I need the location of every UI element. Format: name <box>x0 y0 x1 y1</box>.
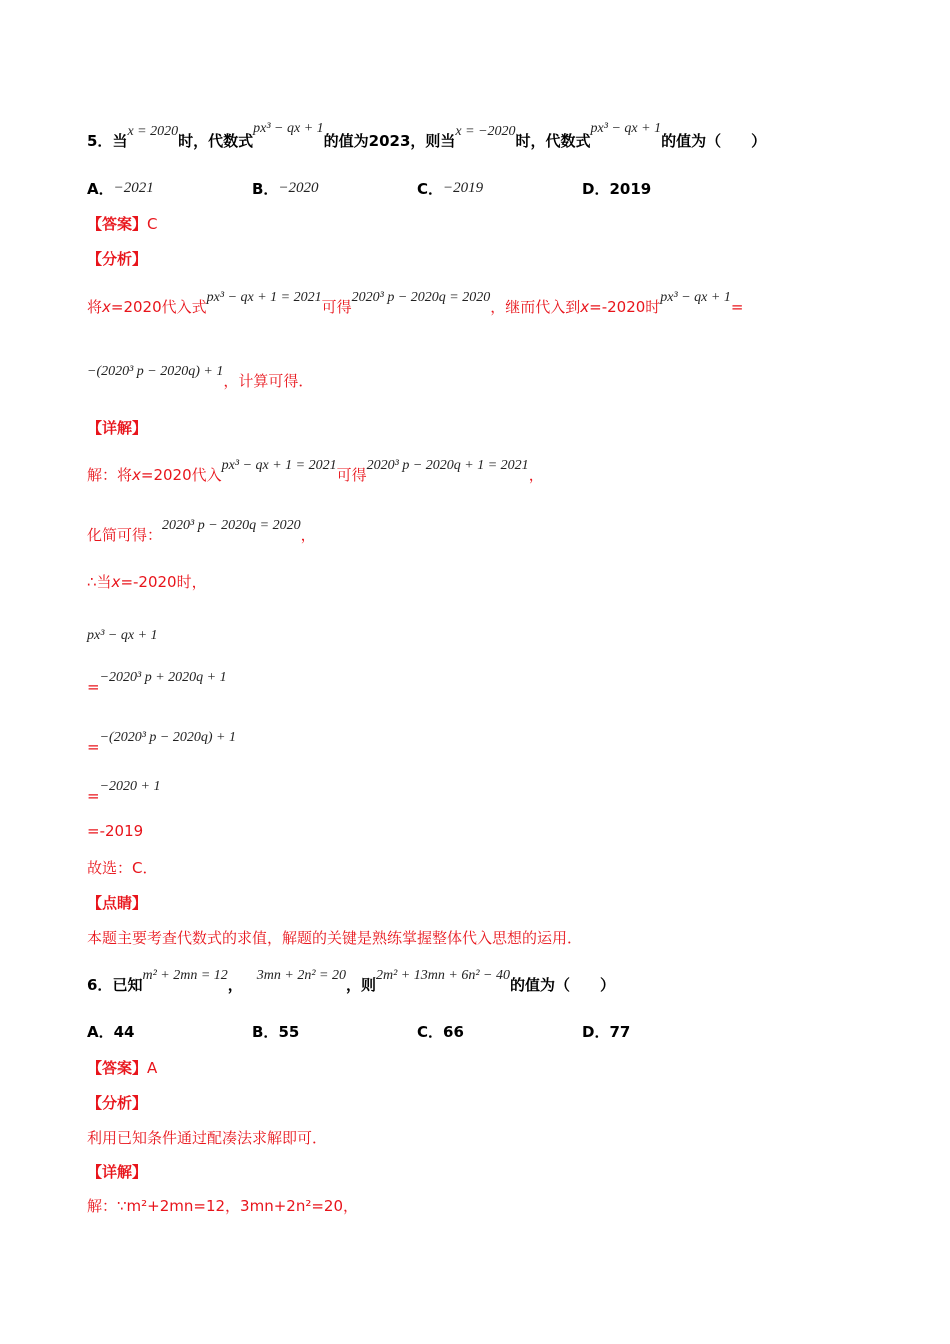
q5-detail-line9: 故选：C． <box>87 859 158 877</box>
q5-stem: 5．当x = 2020时，代数式px³ − qx + 1的值为2023，则当x = −2020时，代数式px³ − qx + 1的值为（ ） <box>87 121 767 150</box>
q5-comment-label: 【点睛】 <box>87 894 148 912</box>
math-expression: px³ − qx + 1 <box>253 121 324 136</box>
q5-detail-label: 【详解】 <box>87 419 148 437</box>
math-expression-2: px³ − qx + 1 <box>590 121 662 136</box>
q6-analysis: 利用已知条件通过配凑法求解即可． <box>87 1129 328 1147</box>
q6-answer: 【答案】A <box>87 1059 158 1077</box>
q5-comment: 本题主要考查代数式的求值，解题的关键是熟练掌握整体代入思想的运用． <box>87 929 583 947</box>
q5-detail-line7: =−2020 + 1 <box>87 779 161 805</box>
q5-detail-line2: 化简可得：2020³ p − 2020q = 2020， <box>87 518 316 544</box>
q5-option-c: C．−2019 <box>417 180 484 198</box>
q6-detail-line1: 解：∵m²+2mn=12，3mn+2n²=20， <box>87 1197 359 1215</box>
q6-detail-label: 【详解】 <box>87 1163 148 1181</box>
q6-stem: 6．已知m² + 2mn = 12，3mn + 2n² = 20，则2m² + 13mn + 6n² − 40的值为（ ） <box>87 968 615 994</box>
q5-detail-line1: 解：将x=2020代入px³ − qx + 1 = 2021可得2020³ p − 2020q + 1 = 2021， <box>87 458 544 484</box>
q5-detail-line3: ∴当x=-2020时， <box>87 573 207 591</box>
q6-option-c: C．66 <box>417 1023 464 1041</box>
q6-analysis-label: 【分析】 <box>87 1094 148 1112</box>
q5-analysis-line2: −(2020³ p − 2020q) + 1，计算可得． <box>87 364 314 390</box>
math-x-2020: x = 2020 <box>127 124 179 139</box>
q5-option-a: A．−2021 <box>87 180 154 198</box>
q5-option-d: D．2019 <box>582 180 652 198</box>
q5-detail-line6: =−(2020³ p − 2020q) + 1 <box>87 730 236 756</box>
q5-option-b: B．−2020 <box>252 180 319 198</box>
q5-detail-line4: px³ − qx + 1 <box>87 628 158 643</box>
q6-option-b: B．55 <box>252 1023 300 1041</box>
q6-option-a: A．44 <box>87 1023 135 1041</box>
q6-option-d: D．77 <box>582 1023 631 1041</box>
q5-analysis-label: 【分析】 <box>87 250 148 268</box>
q5-answer: 【答案】C <box>87 215 158 233</box>
math-x-neg-2020: x = −2020 <box>455 124 516 139</box>
q5-analysis-line1: 将x=2020代入式px³ − qx + 1 = 2021可得2020³ p − 2020q = 2020，继而代入到x=-2020时px³ − qx + 1= <box>87 290 744 316</box>
q5-detail-line5: =−2020³ p + 2020q + 1 <box>87 670 227 696</box>
q5-detail-line8: =-2019 <box>87 822 144 840</box>
